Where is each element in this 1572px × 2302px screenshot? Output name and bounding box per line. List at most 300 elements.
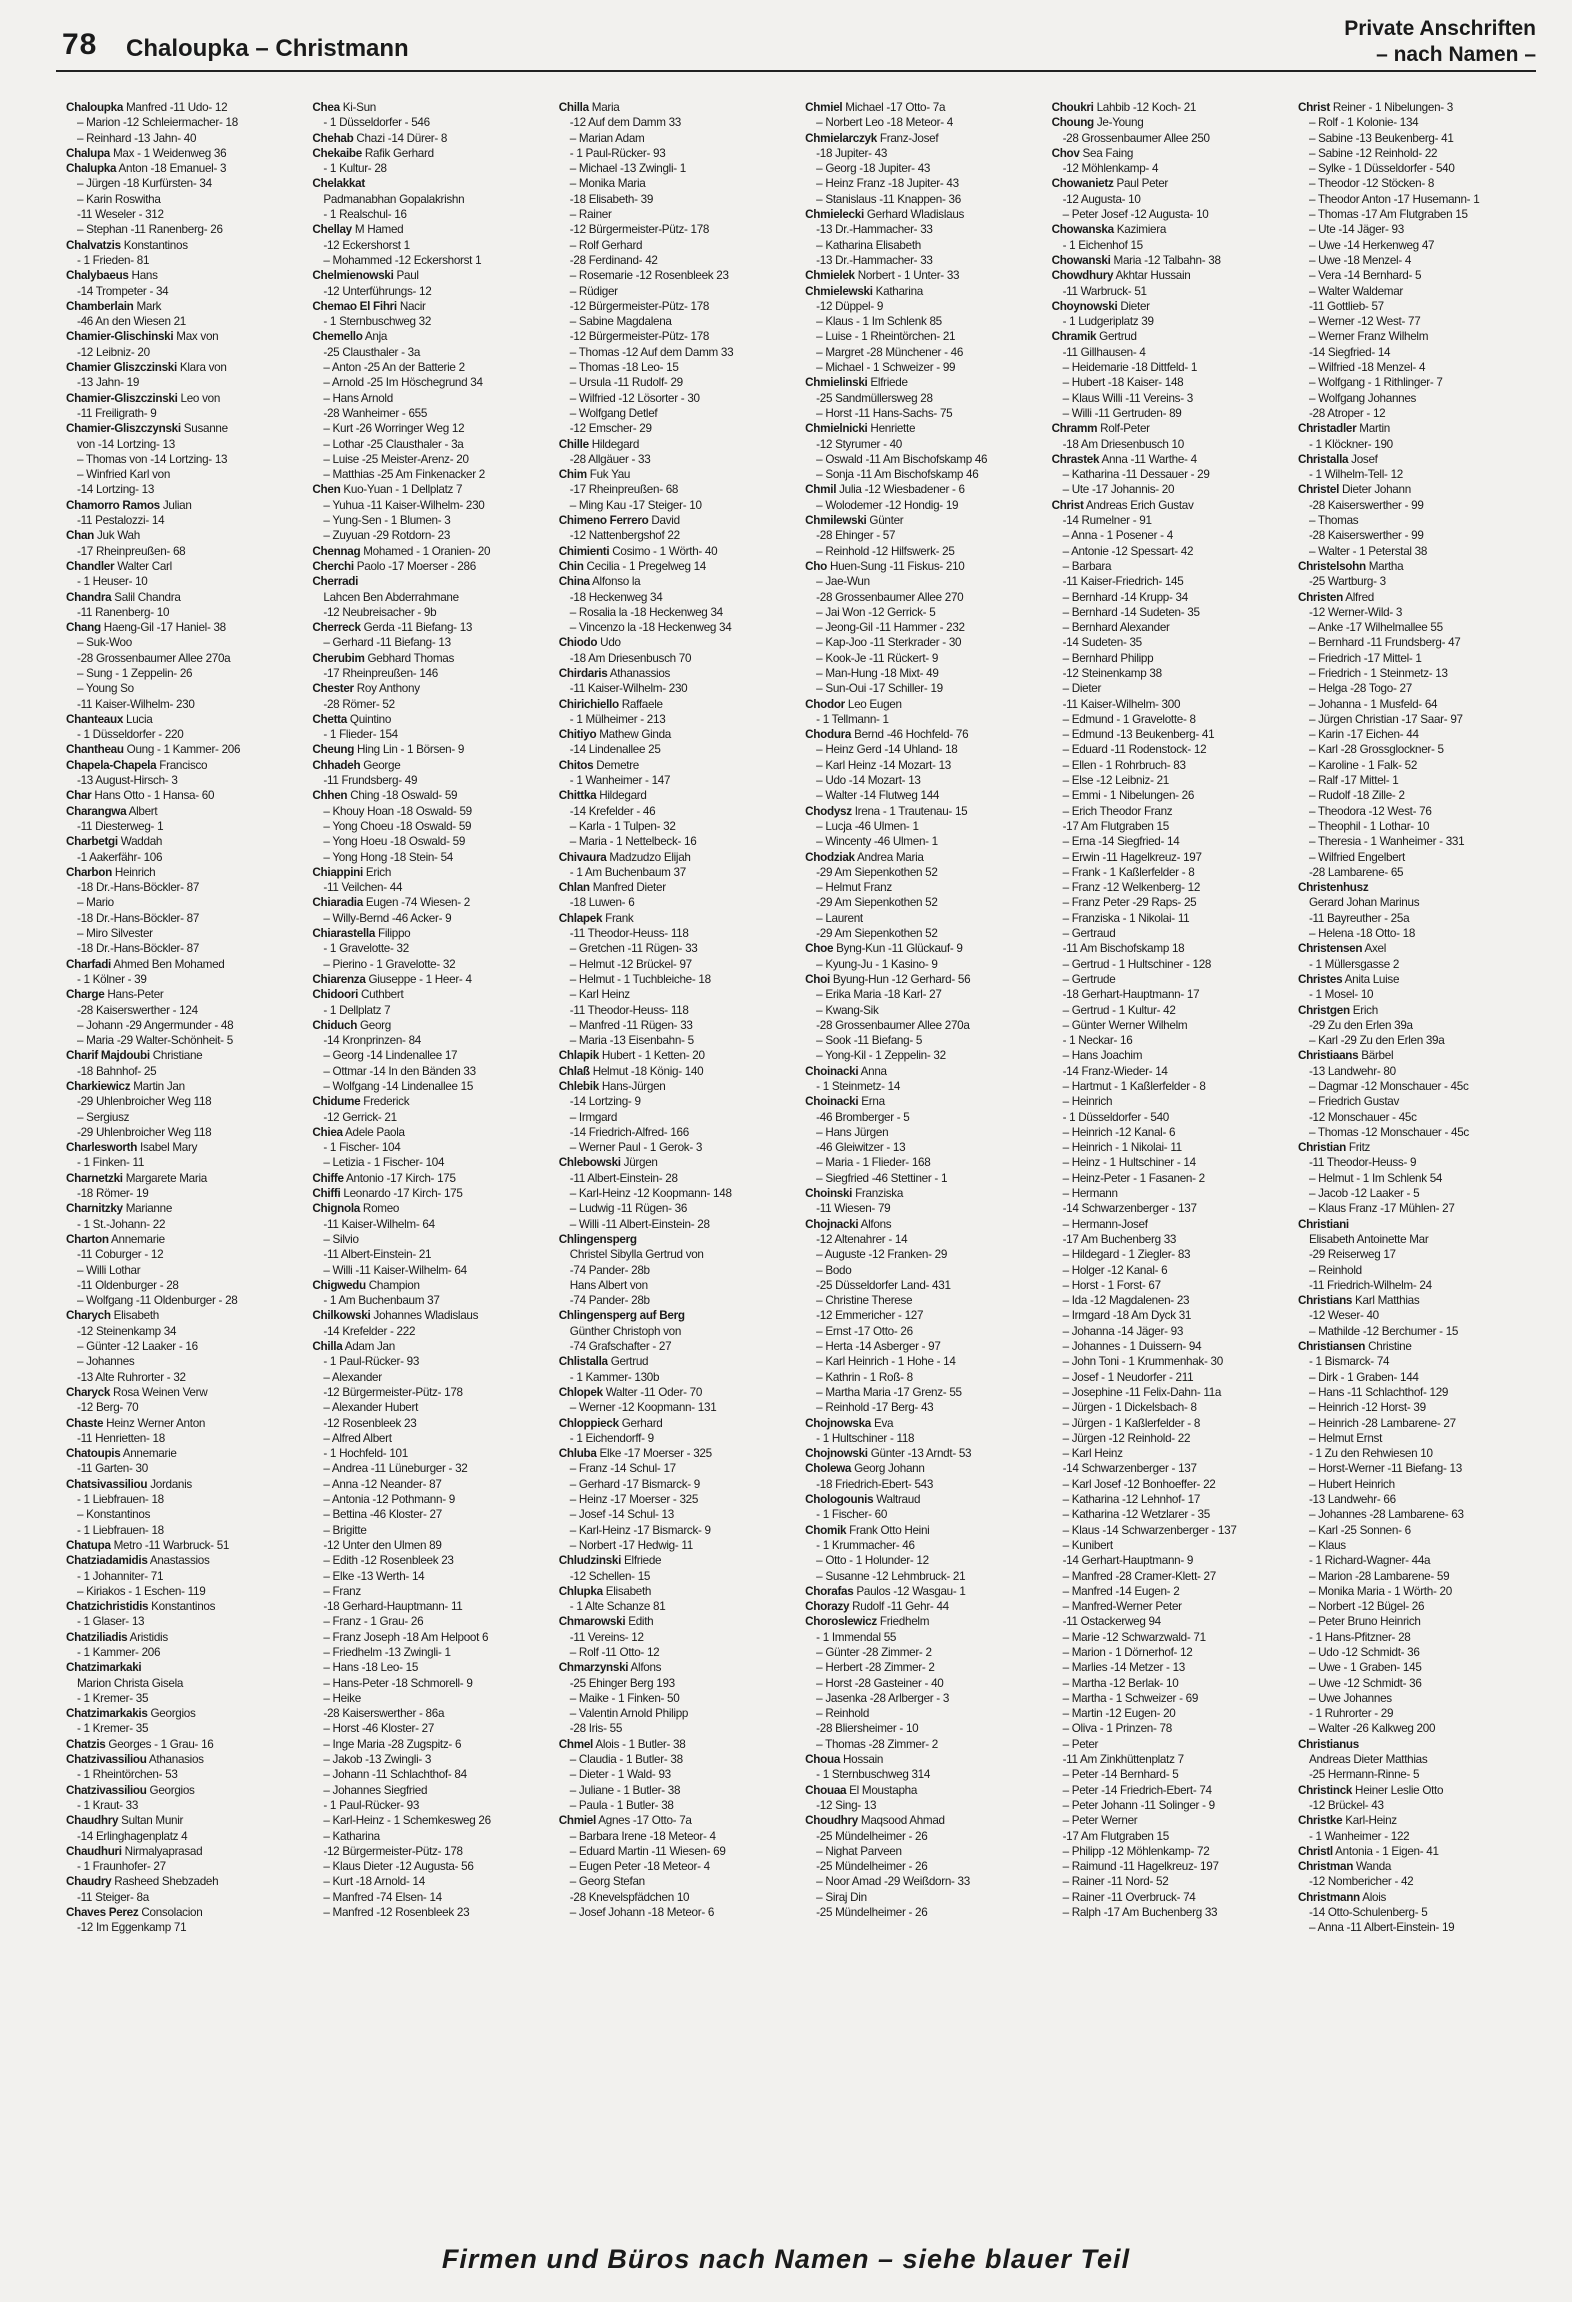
entry-detail: Akhtar Hussain [1113,269,1191,283]
entry-detail: Juk Wah [94,529,140,543]
entry-sub-line: – Willi Lothar [77,1263,141,1277]
entry-surname: Chmielnicki [805,422,868,436]
entry-surname: Chmielek [805,269,855,283]
entry-detail: Rosa Weinen Verw [110,1385,208,1399]
directory-entry [312,712,550,727]
entry-sub-line: -11 Frundsberg- 49 [323,774,418,788]
entry-surname: Chowanska [1051,223,1114,237]
entry-sub-line: – Klaus Willi -11 Vereins- 3 [1062,391,1193,405]
directory-entry [312,651,550,666]
entry-detail: Raffaele [618,697,663,711]
entry-surname: Christians [1297,1294,1353,1308]
entry-detail: Marianne [122,1202,173,1216]
entry-sub-line: – Margret -28 Münchener - 46 [816,345,964,359]
entry-sub-line: -12 Sing- 13 [816,1798,877,1812]
entry-sub-line: - 1 Zu den Rehwiesen 10 [1308,1447,1433,1461]
directory-entry [66,498,304,513]
entry-sub-line: - 1 Mosel- 10 [1308,988,1374,1002]
entry-sub-line: – Ottmar -14 In den Bänden 33 [323,1064,476,1078]
entry-surname: Chimienti [558,544,610,558]
entry-sub-line: – Gertrud - 1 Kultur- 42 [1062,1003,1176,1017]
directory-entry [805,559,1043,574]
entry-sub-line: – Gertrud - 1 Hultschiner - 128 [1062,957,1212,971]
entry-sub-line: – Stanislaus -11 Knappen- 36 [816,192,961,206]
entry-sub-line: – Thomas -12 Monschauer - 45c [1308,1125,1469,1139]
entry-surname: Chaves Perez [66,1906,139,1920]
entry-sub-line: – Horst -11 Hans-Sachs- 75 [816,406,953,420]
entry-sub-line: – Maria -29 Walter-Schönheit- 5 [77,1034,233,1048]
section-title [1344,16,1536,68]
entry-sub-line: – Jasenka -28 Arlberger - 3 [816,1691,950,1705]
directory-entry [805,268,1043,283]
entry-sub-line: – Theodor Anton -17 Husemann- 1 [1308,192,1480,206]
entry-surname: Charfadi [66,957,112,971]
entry-sub-line: -11 Ranenberg- 10 [77,605,170,619]
entry-sub-line: – Herbert -28 Zimmer- 2 [816,1661,935,1675]
entry-sub-line: – Heinz Gerd -14 Uhland- 18 [816,743,958,757]
entry-sub-line: – Georg Stefan [569,1875,645,1889]
entry-sub-line: -12 Schellen- 15 [569,1569,651,1583]
entry-detail: Elfriede [621,1554,662,1568]
entry-surname: Christiansen [1297,1340,1366,1354]
entry-sub-line: -74 Grafschafter - 27 [569,1340,672,1354]
directory-entry [1298,1844,1536,1859]
entry-detail: Edith [625,1615,654,1629]
entry-sub-line: – Kurt -18 Arnold- 14 [323,1875,425,1889]
directory-entry [66,1783,304,1798]
entry-detail: Christiane [149,1049,203,1063]
entry-sub-line: – Bernhard -11 Frundsberg- 47 [1308,636,1461,650]
entry-sub-line: -12 Möhlenkamp- 4 [1062,162,1159,176]
entry-detail: Irena - 1 Trautenau- 15 [851,804,968,818]
directory-entry [66,1706,304,1721]
entry-sub-line: - 1 Hans-Pfitzner- 28 [1308,1630,1411,1644]
directory-entry [66,742,304,757]
directory-entry [559,1416,797,1431]
directory-entry [66,804,304,819]
directory-column [559,100,797,2200]
entry-sub-line: – Anton -25 An der Batterie 2 [323,361,465,375]
entry-sub-line: – Brigitte [323,1523,367,1537]
entry-detail: Waddah [117,835,163,849]
entry-surname: Chandra [66,590,112,604]
entry-surname: Chhen [312,789,348,803]
entry-sub-line: – Katharina [323,1829,380,1843]
entry-surname: Chatoupis [66,1447,121,1461]
directory-entry [66,1905,304,1920]
entry-detail: Rasheed Shebzadeh [111,1875,219,1889]
entry-detail: Je-Young [1093,116,1144,130]
entry-detail: Gerhard [618,1416,663,1430]
entry-surname: Chalupka [66,162,117,176]
entry-surname: Christ [1297,101,1330,114]
entry-sub-line: – Holger -12 Kanal- 6 [1062,1263,1168,1277]
entry-sub-line: – Herta -14 Asberger - 97 [816,1340,941,1354]
entry-surname: Chigwedu [312,1278,366,1292]
entry-surname: Chmielecki [805,208,864,222]
entry-surname: Chlopek [558,1385,603,1399]
directory-entry [66,1477,304,1492]
entry-sub-line: – Auguste -12 Franken- 29 [816,1248,948,1262]
directory-entry [1298,1140,1536,1155]
entry-sub-line: -14 Schwarzenberger - 137 [1062,1462,1197,1476]
entry-sub-line: - 1 Steinmetz- 14 [816,1080,901,1093]
entry-detail: Anita Luise [1342,972,1400,986]
entry-sub-line: – Josef Johann -18 Meteor- 6 [569,1906,715,1920]
entry-sub-line: -28 Wanheimer - 655 [323,406,428,420]
entry-sub-line: -17 Am Flutgraben 15 [1062,1829,1169,1843]
entry-sub-line: - 1 Gravelotte- 32 [323,942,409,956]
entry-sub-line: Gerard Johan Marinus [1308,896,1420,910]
directory-entry [1298,1859,1536,1874]
directory-entry [1298,100,1536,115]
entry-sub-line: – Bettina -46 Kloster- 27 [323,1508,442,1522]
entry-sub-line: – Ida -12 Magdalenen- 23 [1062,1294,1190,1308]
entry-surname: Chodura [805,728,852,742]
entry-sub-line: - 1 Paul-Rücker- 93 [323,1798,420,1812]
entry-sub-line: – Rainer -11 Nord- 52 [1062,1875,1169,1889]
entry-sub-line: – Anna -12 Neander- 87 [323,1477,442,1491]
entry-sub-line: – Alfred Albert [323,1431,392,1445]
entry-sub-line: – Katharina -12 Wetzlarer - 35 [1062,1508,1210,1522]
entry-detail: Ki-Sun [339,101,377,114]
entry-detail: Franz-Josef [876,131,939,145]
entry-sub-line: – Rolf -11 Otto- 12 [569,1645,660,1659]
entry-sub-line: – Rosalia la -18 Heckenweg 34 [569,605,723,619]
entry-sub-line: – Emmi - 1 Nibelungen- 26 [1062,789,1195,803]
entry-sub-line: – Laurent [816,911,863,925]
entry-sub-line: -14 Gerhart-Hauptmann- 9 [1062,1554,1194,1568]
entry-sub-line: – Else -12 Leibniz- 21 [1062,774,1170,788]
directory-entry [1298,1339,1536,1354]
entry-sub-line: - 1 Mülheimer - 213 [569,712,666,726]
entry-detail: Nirmalyaprasad [121,1844,203,1858]
directory-entry [1298,1048,1536,1063]
entry-surname: Christadler [1297,422,1357,436]
entry-sub-line: – Michael - 1 Schweizer - 99 [816,361,956,375]
directory-entry [66,1232,304,1247]
entry-surname: Christman [1297,1860,1354,1874]
directory-entry [66,1385,304,1400]
directory-entry [559,850,797,865]
directory-entry [66,528,304,543]
entry-surname: Choi [805,972,830,986]
entry-sub-line: – Marlies -14 Metzer - 13 [1062,1661,1185,1675]
entry-sub-line: – Erich Theodor Franz [1062,804,1173,818]
entry-sub-line: – Franz - 1 Grau- 26 [323,1615,424,1629]
entry-sub-line: -28 Grossenbaumer Allee 270a [77,651,231,665]
entry-sub-line: – Lucja -46 Ulmen- 1 [816,819,919,833]
entry-detail: Fuk Yau [586,468,631,482]
entry-sub-line: -29 Am Siepenkothen 52 [816,927,938,941]
entry-sub-line: -46 Gleiwitzer - 13 [816,1141,906,1155]
entry-sub-line: – Reinhold -17 Berg- 43 [816,1401,934,1415]
entry-sub-line: -29 Uhlenbroicher Weg 118 [77,1125,212,1139]
entry-detail: Byng-Kun -11 Glückauf- 9 [833,942,963,956]
entry-sub-line: – Rüdiger [569,284,618,298]
entry-surname: Chamier-Gliszczinski [66,391,178,405]
directory-column [1298,100,1536,2200]
entry-detail: Champion [365,1278,420,1292]
entry-surname: Chellay [312,223,352,237]
entry-sub-line: - 1 Paul-Rücker- 93 [569,146,666,160]
entry-sub-line: – Sabine -12 Reinhold- 22 [1308,146,1438,160]
entry-sub-line: - 1 Dellplatz 7 [323,1003,391,1017]
directory-entry [1298,1217,1536,1232]
entry-surname: Christke [1297,1814,1343,1828]
directory-entry [66,1599,304,1614]
entry-sub-line: – Reinhold -12 Hilfswerk- 25 [816,544,955,558]
entry-sub-line: – Gerhard -17 Bismarck- 9 [569,1477,700,1491]
entry-detail: Alfred [1342,590,1375,604]
entry-sub-line: – Horst -46 Kloster- 27 [323,1722,435,1736]
directory-entry [312,131,550,146]
entry-sub-line: – Thomas von -14 Lortzing- 13 [77,452,228,466]
entry-detail: Konstantinos [120,238,188,252]
entry-detail: Hans-Peter [104,988,164,1002]
entry-detail: Bärbel [1358,1049,1394,1063]
directory-entry [66,1048,304,1063]
entry-surname: Christensen [1297,942,1363,956]
entry-surname: Chojnowska [805,1416,872,1430]
directory-entry [312,329,550,344]
entry-sub-line: - 1 Düsseldorfer - 546 [323,116,430,130]
entry-sub-line: – Heinz-Peter - 1 Fasanen- 2 [1062,1171,1205,1185]
entry-sub-line: -25 Sandmüllersweg 28 [816,391,933,405]
entry-detail: Isabel Mary [137,1141,198,1155]
entry-sub-line: – Karoline - 1 Falk- 52 [1308,758,1418,772]
entry-detail: Julia -12 Wiesbadener - 6 [836,483,965,497]
directory-entry [312,1094,550,1109]
directory-entry [66,1171,304,1186]
entry-sub-line: – Uwe - 1 Graben- 145 [1308,1661,1422,1675]
entry-sub-line: - 1 Fischer- 104 [323,1141,401,1155]
entry-surname: Chramm [1051,422,1098,436]
entry-sub-line: -13 Landwehr- 66 [1308,1493,1396,1507]
entry-surname: Christalla [1297,452,1349,466]
entry-sub-line: -12 Emscher- 29 [569,422,652,436]
directory-entry [805,1492,1043,1507]
entry-sub-line: – Eugen Peter -18 Meteor- 4 [569,1860,710,1874]
entry-sub-line: – Monika Maria [569,177,646,191]
entry-sub-line: -11 Henrietten- 18 [77,1431,165,1445]
entry-sub-line: -46 Bromberger - 5 [816,1110,910,1124]
directory-entry [1298,880,1536,895]
directory-entry [805,941,1043,956]
entry-detail: Klara von [176,361,227,375]
entry-sub-line: – Thomas -28 Zimmer- 2 [816,1737,938,1751]
entry-surname: Chowdhury [1051,269,1114,283]
entry-sub-line: -28 Kaiserswerther - 99 [1308,529,1424,543]
section-title-line1: Private Anschriften [1344,17,1536,40]
entry-sub-line: – Peter -14 Friedrich-Ebert- 74 [1062,1783,1212,1797]
entry-sub-line: – Ellen - 1 Rohrbruch- 83 [1062,758,1186,772]
entry-sub-line: -17 Am Buchenberg 33 [1062,1232,1177,1246]
entry-detail: Elisabeth [110,1309,159,1323]
entry-sub-line: – Luise -25 Meister-Arenz- 20 [323,452,469,466]
entry-surname: Chmil [805,483,837,497]
entry-sub-line: – Ernst -17 Otto- 26 [816,1324,913,1338]
entry-sub-line: - 1 Klöckner- 190 [1308,437,1393,451]
entry-detail: Georg [357,1018,391,1032]
header-rule [56,70,1536,72]
directory-entry [805,1783,1043,1798]
entry-sub-line: -18 Luwen- 6 [569,896,635,910]
entry-detail: Maria [588,101,620,114]
entry-sub-line: von -14 Lortzing- 13 [77,437,175,451]
entry-sub-line: – Dirk - 1 Graben- 144 [1308,1370,1419,1384]
entry-detail: Hans-Jürgen [598,1080,666,1093]
entry-sub-line: -46 An den Wiesen 21 [77,315,187,329]
entry-sub-line: -18 Dr.-Hans-Böckler- 87 [77,911,200,925]
entry-sub-line: – Stephan -11 Ranenberg- 26 [77,223,223,237]
entry-sub-line: Lahcen Ben Abderrahmane [323,590,459,604]
entry-sub-line: – Uwe -18 Menzel- 4 [1308,253,1412,267]
entry-detail: George [360,758,401,772]
entry-sub-line: – Jeong-Gil -11 Hammer - 232 [816,621,965,635]
entry-detail: Alois - 1 Butler- 38 [593,1737,686,1751]
entry-surname: Christian [1297,1141,1346,1155]
entry-sub-line: - 1 Sternbuschweg 32 [323,315,432,329]
entry-detail: Dieter Johann [1339,483,1411,497]
directory-entry [559,1584,797,1599]
entry-sub-line: -25 Clausthaler - 3a [323,345,421,359]
entry-detail: Rolf-Peter [1097,422,1150,436]
entry-detail: Lucia [123,712,153,726]
entry-sub-line: Elisabeth Antoinette Mar [1308,1232,1429,1246]
entry-surname: Cherreck [312,621,361,635]
entry-sub-line: – Udo -14 Mozart- 13 [816,774,921,788]
directory-entry [312,482,550,497]
entry-detail: Rafik Gerhard [361,146,434,160]
entry-sub-line: -11 Am Zinkhüttenplatz 7 [1062,1753,1184,1767]
entry-surname: Chmel [558,1737,594,1751]
entry-sub-line: – Elke -13 Werth- 14 [323,1569,425,1583]
entry-detail: Paul Peter [1113,177,1169,191]
entry-sub-line: – Barbara [1062,559,1112,573]
entry-sub-line: -12 Leibniz- 20 [77,345,150,359]
entry-surname: Chidume [312,1095,361,1109]
directory-entry [559,1079,797,1094]
entry-sub-line: – Vincenzo la -18 Heckenweg 34 [569,621,732,635]
entry-sub-line: – Lothar -25 Clausthaler - 3a [323,437,464,451]
entry-sub-line: -12 Emmericher - 127 [816,1309,924,1323]
entry-detail: Franziska [852,1187,904,1201]
entry-sub-line: – Bernhard Philipp [1062,651,1154,665]
entry-sub-line: – Maike - 1 Finken- 50 [569,1691,680,1705]
entry-surname: Chapela-Chapela [66,758,157,772]
entry-detail: Demetre [593,758,640,772]
entry-sub-line: – Theresia - 1 Wanheimer - 331 [1308,835,1465,849]
entry-surname: Chekaibe [312,146,362,160]
entry-sub-line: -11 Diesterweg- 1 [77,819,164,833]
entry-sub-line: – Siraj Din [816,1890,867,1904]
directory-entry [66,865,304,880]
directory-entry [312,620,550,635]
directory-entry [559,1660,797,1675]
entry-sub-line: – Wilfried -12 Lösorter - 30 [569,391,700,405]
entry-sub-line: – Klaus Dieter -12 Augusta- 56 [323,1860,474,1874]
directory-entry [66,1553,304,1568]
entry-sub-line: – Klaus Franz -17 Mühlen- 27 [1308,1202,1455,1216]
entry-surname: Chan [66,529,95,543]
directory-entry [559,911,797,926]
entry-sub-line: -12 Steinenkamp 38 [1062,666,1162,680]
entry-sub-line: – Rolf - 1 Kolonie- 134 [1308,116,1419,130]
entry-detail: Elfriede [867,376,908,390]
entry-surname: Charnitzky [66,1202,123,1216]
entry-surname: Chalvatzis [66,238,121,252]
entry-sub-line: – Karl Heinz [569,988,630,1002]
directory-entry [312,268,550,283]
entry-sub-line: -11 Gillhausen- 4 [1062,345,1146,359]
entry-surname: Chantheau [66,743,124,757]
entry-sub-line: -13 Dr.-Hammacher- 33 [816,223,933,237]
entry-sub-line: -74 Pander- 28b [569,1294,650,1308]
entry-sub-line: – Rainer -11 Overbruck- 74 [1062,1890,1196,1904]
directory-entry [312,1339,550,1354]
entry-sub-line: – Jacob -12 Laaker - 5 [1308,1187,1420,1201]
directory-entry [559,467,797,482]
entry-surname: Chologounis [805,1493,874,1507]
entry-surname: Chehab [312,131,354,145]
entry-detail: Hans Otto - 1 Hansa- 60 [91,789,215,803]
directory-entry [805,727,1043,742]
entry-sub-line: -11 Weseler - 312 [77,208,164,222]
entry-sub-line: Padmanabhan Gopalakrishn [323,192,465,206]
entry-sub-line: – Hans Arnold [323,391,393,405]
entry-sub-line: – Alexander Hubert [323,1401,419,1415]
entry-sub-line: – Christine Therese [816,1294,913,1308]
entry-sub-line: – Theodora -12 West- 76 [1308,804,1432,818]
entry-detail: Frederick [360,1095,410,1109]
entry-sub-line: – Maria - 1 Nettelbeck- 16 [569,835,697,849]
entry-sub-line: – Marion -28 Lambarene- 59 [1308,1569,1450,1583]
entry-sub-line: - 1 Kammer- 206 [77,1645,161,1659]
entry-sub-line: - 1 Ludgeriplatz 39 [1062,315,1154,329]
entry-sub-line: – Rosemarie -12 Rosenbleek 23 [569,269,729,283]
entry-detail: Leo von [177,391,221,405]
entry-sub-line: -12 Altenahrer - 14 [816,1232,908,1246]
entry-surname: Christmann [1297,1890,1360,1904]
entry-detail: Leonardo -17 Kirch- 175 [340,1187,463,1201]
entry-sub-line: – Erika Maria -18 Karl- 27 [816,988,942,1002]
entry-surname: Chmielinski [805,376,868,390]
directory-entry [1052,146,1290,161]
entry-detail: Alois [1359,1890,1387,1904]
entry-sub-line: - 1 Liebfrauen- 18 [77,1493,164,1507]
entry-sub-line: – Karin -17 Eichen- 44 [1308,728,1419,742]
entry-sub-line: – Heidemarie -18 Dittfeld- 1 [1062,361,1198,375]
directory-entry [805,100,1043,115]
directory-entry [312,1186,550,1201]
directory-entry [66,712,304,727]
entry-sub-line: -29 Am Siepenkothen 52 [816,896,938,910]
entry-surname: Charych [66,1309,111,1323]
entry-detail: Alfons [858,1217,892,1231]
entry-sub-line: -18 Dr.-Hans-Böckler- 87 [77,942,200,956]
entry-detail: Günter -13 Arndt- 53 [867,1447,972,1461]
entry-surname: Chlan [558,881,590,895]
entry-sub-line: – Anna -11 Albert-Einstein- 19 [1308,1921,1455,1935]
entry-sub-line: – Hubert -18 Kaiser- 148 [1062,376,1184,390]
entry-sub-line: – Martha -12 Berlak- 10 [1062,1676,1179,1690]
entry-sub-line: – Katharina -11 Dessauer - 29 [1062,468,1210,482]
entry-detail: Georg Johann [851,1462,925,1476]
entry-sub-line: – Thomas -12 Auf dem Damm 33 [569,345,734,359]
entry-sub-line: – Martha - 1 Schweizer - 69 [1062,1691,1199,1705]
entry-sub-line: – Oliva - 1 Prinzen- 78 [1062,1722,1172,1736]
